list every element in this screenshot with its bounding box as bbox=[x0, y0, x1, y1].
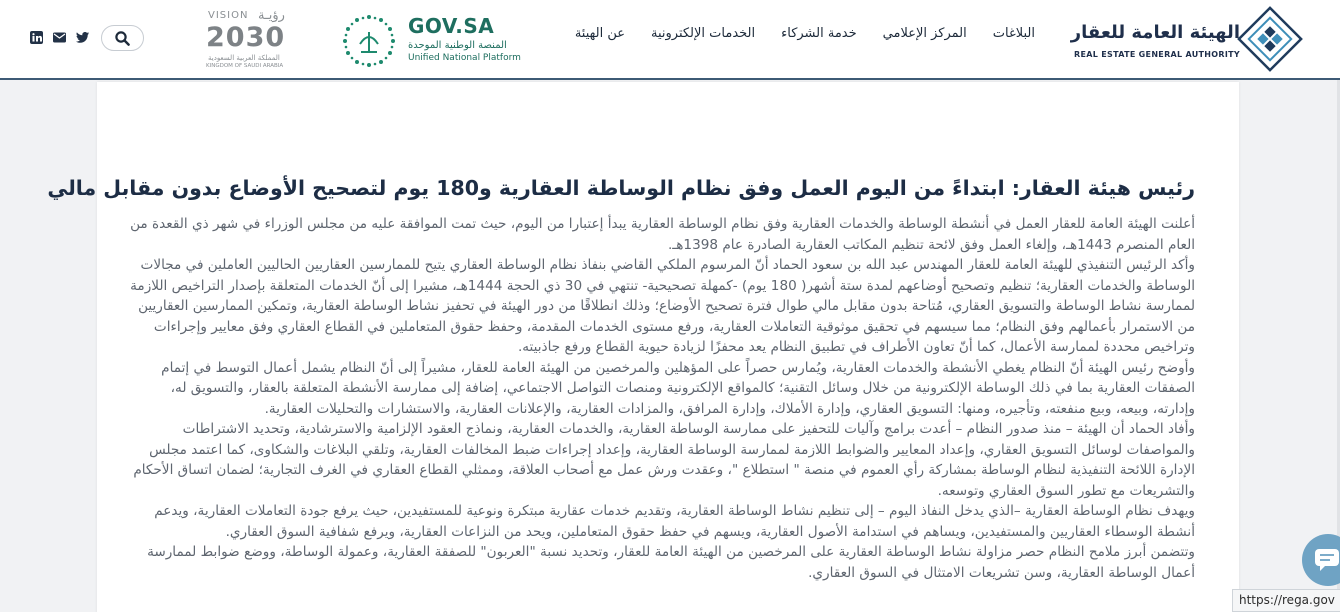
search-button[interactable] bbox=[101, 25, 144, 51]
chat-icon bbox=[1314, 548, 1340, 572]
vision-label-ar: رؤيـة bbox=[258, 8, 285, 23]
govsa-subtitle-ar: المنصة الوطنية الموحدة bbox=[408, 40, 507, 51]
govsa-title: GOV.SA bbox=[408, 14, 495, 38]
vision-2030-logo[interactable] bbox=[204, 8, 300, 70]
rega-logo[interactable] bbox=[1070, 4, 1240, 74]
govsa-emblem-icon bbox=[340, 12, 398, 70]
status-bar-url: https://rega.gov bbox=[1232, 589, 1340, 612]
vision-year: 2030 bbox=[206, 22, 286, 53]
article-paragraph: أعلنت الهيئة العامة للعقار العمل في أنشطة الوساطة والخدمات العقارية وفق نظام الوساطة العقارية يبدأ إعتبارا من اليوم، حيث تمت الموافقة عليه من مجلس الوزراء في شهر ذي القعدة من العام المنصرم 1443هـ، وإلغاء العمل وفق لائحة تنظيم المكاتب العقارية الصادرة عام 1398هـ. bbox=[130, 216, 1195, 253]
vision-kingdom-ar: المملكة العربية السعودية bbox=[208, 54, 280, 62]
article-paragraph: وأكد الرئيس التنفيذي للهيئة العامة للعقار المهندس عبد الله بن سعود الحماد أنّ المرسوم الملكي القاضي بنفاذ نظام الوساطة العقاري يتيح للممارسين العقاريين الحاليين العاملين في مجالات الوساطة والخدمات العقارية؛ تنظيم وتصحيح أوضاعهم لمدة ستة أشهر( 180 يوم) -كمهلة تصحيحية- تنتهي في 30 ذي الحجة 1444هـ، مشيرا إلى أنّ الخدمات المتعلقة بإصدار التراخيص اللازمة لممارسة نشاط الوساطة والتسويق العقاري، مُتاحة بدون مقابل مالي طوال فترة تصحيح الأوضاع؛ وذلك انطلاقًا من دور الهيئة في تحفيز نشاط الوساطة العقارية، وتمكين الممارسين العقاريين من الاستمرار بأعمالهم وفق النظام؛ مما سيسهم في تحقيق موثوقية التعاملات العقارية، ورفع مستوى الخدمات المقدمة، وحفظ حقوق المتعاملين في القطاع العقاري وفق معايير وإجراءات وتراخيص محددة لممارسة الأعمال، كما أنّ تعاون الأطراف في تطبيق النظام يعد محفزًا لزيادة حيوية القطاع ورفع جاذبيته. bbox=[130, 257, 1195, 355]
article-paragraph: وتتضمن أبرز ملامح النظام حصر مزاولة نشاط الوساطة العقارية على المرخصين من الهيئة العامة للعقار، وتحديد نسبة "العربون" للصفقة العقارية، وعمولة الوساطة، ووضع ضوابط لممارسة أعمال الوساطة العقارية، وسن تشريعات الامتثال في السوق العقاري. bbox=[147, 544, 1195, 581]
linkedin-icon[interactable] bbox=[30, 31, 43, 44]
chat-button[interactable] bbox=[1302, 534, 1340, 586]
article-paragraph: وأفاد الحماد أن الهيئة – منذ صدور النظام – أعدت برامج وآليات للتحفيز على ممارسة الوساطة العقارية، والخدمات العقارية، ونماذج العقود الإلزامية والاسترشادية، وتحديد الاشتراطات والمواصفات لوسائل التسويق العقاري، وإعداد المعايير والضوابط اللازمة لممارسة الوساطة العقارية، وإعداد إجراءات ضبط المخالفات العقارية، وتلقي البلاغات والشكاوى، كما اعتمد مجلس الإدارة اللائحة التنفيذية لنظام الوساطة بمشاركة رأي العموم في منصة " استطلاع "، وعقدت ورش عمل مع أصحاب العلاقة، وممثلي القطاع العقاري في الغرف التجارية؛ لضمان اتساق الأحكام والتشريعات مع تطور السوق العقاري وتوسعه. bbox=[133, 421, 1195, 499]
main-nav bbox=[562, 26, 1048, 41]
article-paragraph: وأوضح رئيس الهيئة أنّ النظام يغطي الأنشطة والخدمات العقارية، ويُمارس حصراً على المؤهلين والمرخصين من الهيئة العامة للعقار، مشيراً إلى أنّ النظام يشمل أعمال التوسط في إتمام الصفقات العقارية بما في ذلك الوساطة الإلكترونية من خلال وسائل التقنية؛ كالمواقع الإلكترونية ومنصات التواصل الاجتماعي، إضافة إلى ممارسة الأنشطة المتعلقة بالعقار، والتسويق له، وإدارته، وبيعه، وبيع منفعته، وتأجيره، ومنها: التسويق العقاري، وإدارة الأملاك، وإدارة المرافق، والمزادات العقارية، والإعلانات العقارية، والاستشارات والتحليلات العقارية. bbox=[161, 359, 1195, 417]
site-header bbox=[0, 0, 1340, 80]
mail-icon[interactable] bbox=[53, 31, 66, 44]
nav-about[interactable]: عن الهيئة bbox=[574, 26, 625, 41]
nav-reports[interactable]: البلاغات bbox=[992, 26, 1035, 41]
authority-name-ar: الهيئة العامة للعقار bbox=[1070, 22, 1240, 43]
article-body bbox=[129, 214, 1195, 583]
nav-partners[interactable]: خدمة الشركاء bbox=[781, 26, 857, 41]
vision-label: VISION bbox=[208, 10, 249, 21]
govsa-subtitle-en: Unified National Platform bbox=[408, 53, 521, 63]
article-card bbox=[47, 82, 1239, 612]
article-headline: رئيس هيئة العقار: ابتداءً من اليوم العمل وفق نظام الوساطة العقارية و180 يوم لتصحيح الأوضاع بدون مقابل مالي bbox=[47, 176, 1195, 200]
nav-e-services[interactable]: الخدمات الإلكترونية bbox=[650, 26, 756, 41]
twitter-icon[interactable] bbox=[76, 31, 89, 44]
rega-logo-mark-icon[interactable] bbox=[1236, 6, 1304, 72]
article-paragraph: ويهدف نظام الوساطة العقارية –الذي يدخل النفاذ اليوم – إلى تنظيم نشاط الوساطة العقارية، وتقديم خدمات عقارية مبتكرة ونوعية للمستفيدين، حيث يرفع جودة التعاملات العقارية، ويدعم أنشطة الوسطاء العقاريين والمستفيدين، ويساهم في استدامة الأصول العقارية، ويسهم في حفظ حقوق المتعاملين، ويحد من النزاعات العقارية، ويرفع شفافية السوق العقاري. bbox=[154, 503, 1195, 540]
nav-media-center[interactable]: المركز الإعلامي bbox=[882, 26, 967, 41]
authority-name-en: REAL ESTATE GENERAL AUTHORITY bbox=[1074, 50, 1240, 59]
search-icon bbox=[115, 31, 130, 46]
vision-kingdom-en: KINGDOM OF SAUDI ARABIA bbox=[206, 63, 284, 69]
govsa-logo[interactable] bbox=[340, 8, 530, 70]
social-links bbox=[30, 31, 89, 44]
